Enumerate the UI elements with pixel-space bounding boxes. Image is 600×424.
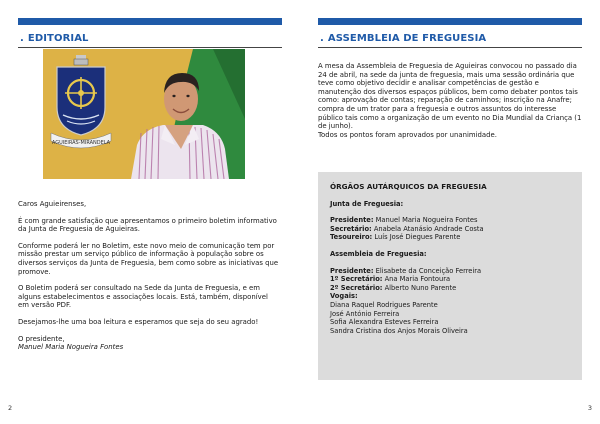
junta-heading: Junta de Freguesia: <box>330 199 404 208</box>
letter-greeting: Caros Aguieirenses, <box>18 200 87 208</box>
organs-panel <box>318 172 582 380</box>
assembly-paragraph: A mesa da Assembleia de Freguesia de Aguieiras convocou no passado dia 24 de abril, na sede da junta de freguesia, mais uma sessão ordinária que teve como objetivo decidir e analisar competências de gestão e manutenção dos diversos espaços públicos, bem como debater pontos tais como: aprovação de contas; reparação de caminhos; inscrição na Anafre; compra de um trator para a freguesia e outros assuntos do interesse público tais como a organização de um evento no Dia Mundial da Criança (1 de junho). <box>318 62 582 131</box>
assembly-column <box>318 18 582 335</box>
crest-banner-text: AGUIEIRAS-MIRANDELA <box>51 140 111 146</box>
letter-signature: Manuel Maria Nogueira Fontes <box>18 343 124 352</box>
section-title: ASSEMBLEIA DE FREGUESIA <box>327 33 487 44</box>
letter-paragraph: É com grande satisfação que apresentamos o primeiro boletim informativo da Junta de Freguesia de Aguieiras. <box>18 216 277 234</box>
president-photo <box>43 49 245 179</box>
junta-member: Secretário: Anabela Atanásio Andrade Costa <box>330 224 484 233</box>
section-top-bar <box>318 18 582 25</box>
section-heading: . EDITORIAL <box>18 29 282 48</box>
letter-paragraph: Desejamos-lhe uma boa leitura e esperamos que seja do seu agrado! <box>18 317 259 326</box>
letter-paragraph: Conforme poderá ler no Boletim, este novo meio de comunicação tem por missão prestar um serviço público de informação à população sobre os diversos serviços da Junta de Freguesia, bem como sobre as iniciativas que promove. <box>18 241 279 276</box>
assembleia-member: 2º Secretário: Alberto Nuno Parente <box>330 283 457 292</box>
editorial-letter <box>18 200 280 352</box>
assembleia-member: 1º Secretário: Ana Maria Fontoura <box>330 275 451 284</box>
section-heading: . ASSEMBLEIA DE FREGUESIA <box>318 29 582 48</box>
assembly-closing: Todos os pontos foram aprovados por unanimidade. <box>318 130 497 139</box>
assembly-article <box>318 62 582 139</box>
letter-paragraph: O Boletim poderá ser consultado na Sede da Junta de Freguesia, e em alguns estabelecimentos e associações locais. Está, também, disponível em versão PDF. <box>18 284 268 310</box>
assembleia-member: Presidente: Elisabete da Conceição Ferreira <box>330 266 482 275</box>
letter-signoff: O presidente, <box>18 334 65 343</box>
junta-member: Presidente: Manuel Maria Nogueira Fontes <box>330 216 478 225</box>
assembleia-heading: Assembleia de Freguesia: <box>330 249 427 258</box>
page-number-right: 3 <box>587 404 592 412</box>
page-number-left: 2 <box>8 404 13 412</box>
vogal-name: José António Ferreira <box>330 309 400 318</box>
vogal-name: Diana Raquel Rodrigues Parente <box>330 300 438 309</box>
organs-title: ÓRGÃOS AUTÁRQUICOS DA FREGUESIA <box>330 182 487 191</box>
vogal-name: Sandra Cristina dos Anjos Morais Oliveira <box>330 326 468 335</box>
vogais-label: Vogais: <box>330 292 358 301</box>
junta-member: Tesoureiro: Luís José Diegues Parente <box>330 233 461 242</box>
vogal-name: Sofia Alexandra Esteves Ferreira <box>330 318 439 327</box>
section-top-bar <box>18 18 282 25</box>
photo-illustration <box>43 49 245 179</box>
editorial-column <box>18 18 282 352</box>
section-title: EDITORIAL <box>27 33 89 44</box>
